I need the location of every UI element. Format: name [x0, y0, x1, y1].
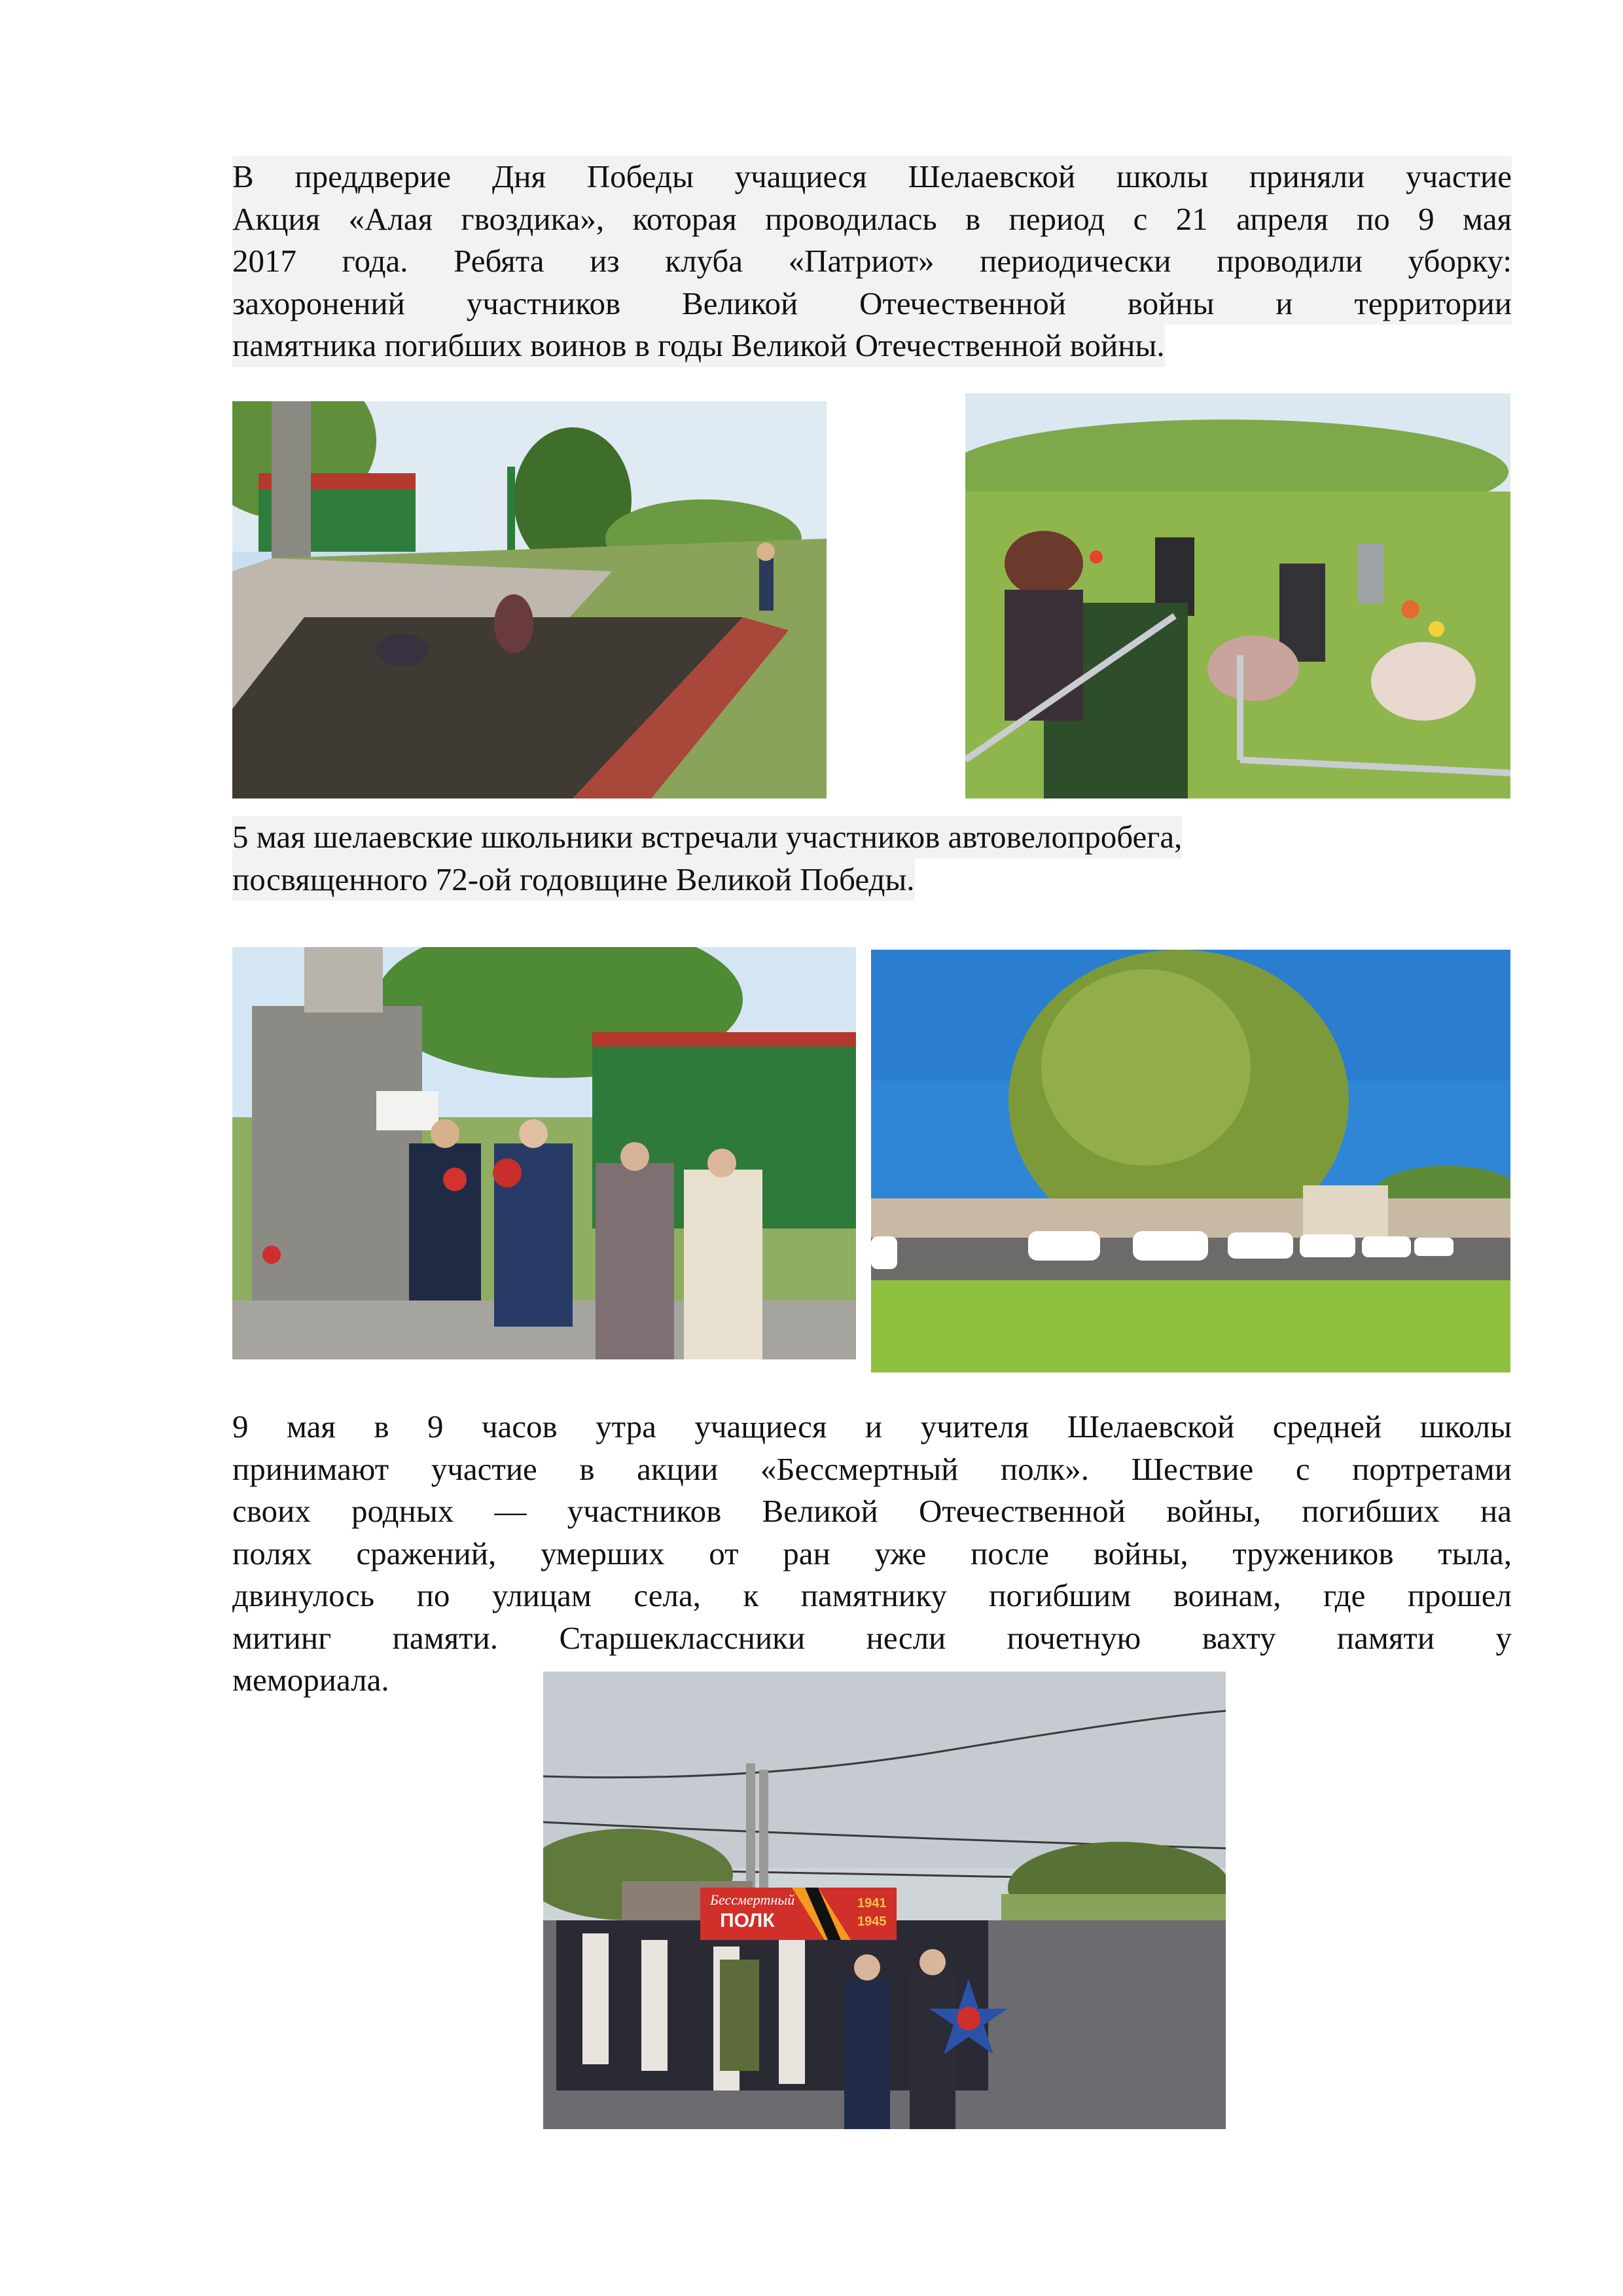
text-line: 5 мая шелаевские школьники встречали участников автовелопробега, [232, 816, 1182, 859]
text-line: посвященного 72-ой годовщине Великой Победы. [232, 859, 915, 901]
banner-title-line1: Бессмертный [710, 1892, 795, 1908]
banner-title-line2: ПОЛК [720, 1910, 775, 1931]
photo-road-willow-cars [871, 950, 1510, 1372]
photo-flowerbed-cleanup [232, 401, 827, 798]
text-line: принимают участие в акции «Бессмертный полк». Шествие с портретами [232, 1450, 1512, 1487]
photo-monument-meeting [232, 947, 856, 1359]
text-line: 2017 года. Ребята из клуба «Патриот» периодически проводили уборку: [232, 240, 1512, 283]
text-line: двинулось по улицам села, к памятнику погибшим воинам, где прошел [232, 1577, 1512, 1613]
paragraph-bessmertny-polk [232, 1406, 1512, 1702]
banner-year-from: 1941 [857, 1896, 887, 1910]
text-line: 9 мая в 9 часов утра учащиеся и учителя Шелаевской средней школы [232, 1408, 1512, 1444]
paragraph-avtoveloprobeg [232, 816, 1512, 901]
text-line: захоронений участников Великой Отечественной войны и территории [232, 283, 1512, 325]
text-line: полях сражений, умерших от ран уже после войны, тружеников тыла, [232, 1535, 1512, 1571]
paragraph-alaya-gvozdika [232, 156, 1512, 367]
text-line: В преддверие Дня Победы учащиеся Шелаевской школы приняли участие [232, 156, 1512, 198]
banner-year-to: 1945 [857, 1914, 887, 1929]
photo-cemetery-cleanup [965, 393, 1510, 798]
text-line: Акция «Алая гвоздика», которая проводилась в период с 21 апреля по 9 мая [232, 198, 1512, 241]
text-line: памятника погибших воинов в годы Великой Отечественной войны. [232, 325, 1165, 367]
photo-immortal-regiment-march [543, 1672, 1226, 2129]
text-line: мемориала. [232, 1662, 389, 1698]
text-line: своих родных — участников Великой Отечественной войны, погибших на [232, 1493, 1512, 1529]
text-line: митинг памяти. Старшеклассники несли почетную вахту памяти у [232, 1619, 1512, 1656]
